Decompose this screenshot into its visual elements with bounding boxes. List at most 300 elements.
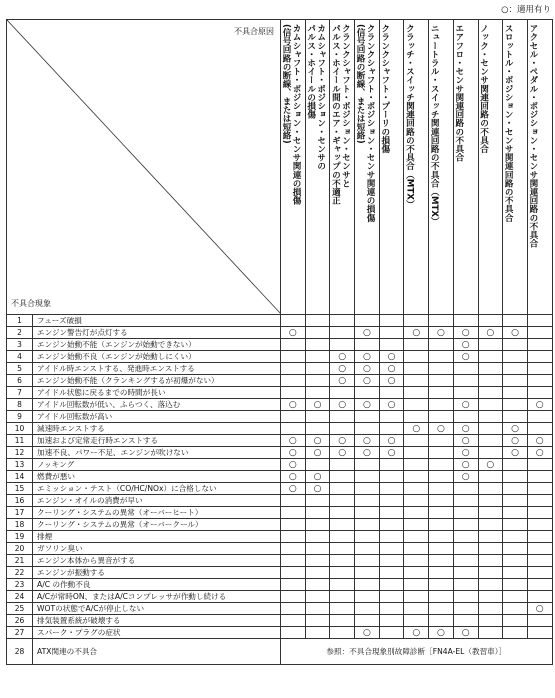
applicability-mark [527, 567, 552, 579]
applicability-mark [478, 399, 503, 411]
applicability-mark [503, 579, 528, 591]
applicability-mark [404, 351, 429, 363]
applicability-mark: ○ [281, 483, 306, 495]
applicability-mark [503, 615, 528, 627]
applicability-mark [478, 555, 503, 567]
applicability-mark [404, 375, 429, 387]
applicability-mark: ○ [379, 351, 404, 363]
table-row [7, 519, 553, 531]
applicability-mark: ○ [305, 399, 330, 411]
applicability-mark: ○ [379, 435, 404, 447]
table-row [7, 591, 553, 603]
applicability-mark [453, 375, 478, 387]
table-row [7, 363, 553, 375]
applicability-mark [429, 315, 454, 327]
applicability-mark: ○ [355, 351, 380, 363]
applicability-mark [330, 495, 355, 507]
applicability-mark [404, 531, 429, 543]
applicability-mark [379, 519, 404, 531]
applicability-mark: ○ [355, 363, 380, 375]
cause-column-header [429, 20, 454, 315]
applicability-mark: ○ [355, 447, 380, 459]
applicability-mark [453, 591, 478, 603]
applicability-mark: ○ [305, 435, 330, 447]
row-number: 8 [7, 399, 33, 411]
cause-column-label: クランクシャフト・ポジション・センサ関連の損傷 (信号回路の断線、または短絡) [355, 24, 376, 222]
row-number: 6 [7, 375, 33, 387]
applicability-mark [305, 351, 330, 363]
applicability-mark [379, 603, 404, 615]
applicability-mark [453, 519, 478, 531]
applicability-mark: ○ [305, 447, 330, 459]
applicability-mark: ○ [355, 627, 380, 639]
applicability-mark: ○ [478, 327, 503, 339]
applicability-mark [379, 555, 404, 567]
applicability-mark [281, 567, 306, 579]
applicability-mark [330, 483, 355, 495]
applicability-mark: ○ [503, 447, 528, 459]
applicability-mark [527, 615, 552, 627]
applicability-mark [429, 339, 454, 351]
applicability-mark [478, 519, 503, 531]
cause-column-label: クランクシャフト・プーリの損傷 [379, 24, 390, 153]
applicability-mark: ○ [453, 471, 478, 483]
applicability-mark [281, 615, 306, 627]
applicability-mark [355, 615, 380, 627]
applicability-mark [404, 591, 429, 603]
row-number: 10 [7, 423, 33, 435]
applicability-mark [503, 399, 528, 411]
applicability-mark [527, 423, 552, 435]
cause-axis-label: 不具合原因 [234, 27, 274, 36]
applicability-mark [429, 579, 454, 591]
applicability-mark [281, 543, 306, 555]
applicability-mark [453, 543, 478, 555]
applicability-mark [355, 519, 380, 531]
applicability-mark [429, 363, 454, 375]
row-symptom: 加速および定常走行時エンストする [33, 435, 281, 447]
applicability-mark: ○ [379, 363, 404, 375]
applicability-mark [503, 519, 528, 531]
applicability-mark [379, 507, 404, 519]
applicability-mark: ○ [404, 327, 429, 339]
applicability-mark [453, 531, 478, 543]
applicability-mark [305, 411, 330, 423]
applicability-mark [379, 327, 404, 339]
cause-column-label: アクセル・ペダル・ポジション・センサ関連回路の不具合 [527, 24, 538, 248]
applicability-mark: ○ [355, 399, 380, 411]
applicability-mark [379, 543, 404, 555]
applicability-mark [379, 471, 404, 483]
applicability-mark [527, 495, 552, 507]
applicability-mark: ○ [404, 627, 429, 639]
applicability-mark [305, 555, 330, 567]
applicability-mark [355, 567, 380, 579]
applicability-mark [478, 603, 503, 615]
applicability-mark [478, 315, 503, 327]
row-symptom: 加速不良、パワー不足、エンジンが吹けない [33, 447, 281, 459]
applicability-mark [503, 339, 528, 351]
table-row [7, 327, 553, 339]
applicability-mark: ○ [281, 459, 306, 471]
table-row [7, 555, 553, 567]
applicability-mark [527, 459, 552, 471]
applicability-mark [330, 531, 355, 543]
applicability-mark [429, 411, 454, 423]
applicability-mark [305, 591, 330, 603]
applicability-mark [379, 459, 404, 471]
table-row [7, 399, 553, 411]
row-number: 22 [7, 567, 33, 579]
applicability-mark: ○ [453, 447, 478, 459]
row-number: 4 [7, 351, 33, 363]
applicability-mark [404, 435, 429, 447]
applicability-mark [503, 471, 528, 483]
applicability-mark [478, 447, 503, 459]
applicability-mark [330, 591, 355, 603]
applicability-mark [478, 567, 503, 579]
applicability-mark [429, 507, 454, 519]
applicability-mark [503, 507, 528, 519]
applicability-mark [355, 423, 380, 435]
applicability-mark: ○ [503, 327, 528, 339]
applicability-mark [503, 627, 528, 639]
reference-note: 参照：不具合現象別故障診断［FN4A-EL（教習車）］ [281, 639, 553, 665]
applicability-mark [429, 555, 454, 567]
applicability-mark [330, 555, 355, 567]
applicability-mark [429, 387, 454, 399]
applicability-mark [281, 591, 306, 603]
row-symptom: エンジン始動不能（クランキングするが初爆がない） [33, 375, 281, 387]
applicability-mark [527, 555, 552, 567]
applicability-mark [281, 603, 306, 615]
applicability-mark [355, 603, 380, 615]
applicability-mark [281, 363, 306, 375]
applicability-mark [355, 543, 380, 555]
applicability-mark [429, 591, 454, 603]
applicability-mark [503, 411, 528, 423]
cause-column-header [404, 20, 429, 315]
applicability-mark [281, 627, 306, 639]
row-number: 24 [7, 591, 33, 603]
cause-column-header [527, 20, 552, 315]
applicability-mark [305, 579, 330, 591]
table-row [7, 339, 553, 351]
applicability-mark: ○ [453, 339, 478, 351]
applicability-mark [379, 315, 404, 327]
applicability-mark [478, 339, 503, 351]
applicability-mark [503, 567, 528, 579]
row-symptom: 減速時エンストする [33, 423, 281, 435]
applicability-mark [355, 579, 380, 591]
applicability-mark [429, 615, 454, 627]
row-symptom: A/C の作動不良 [33, 579, 281, 591]
applicability-mark: ○ [453, 327, 478, 339]
applicability-mark [478, 615, 503, 627]
applicability-mark [330, 315, 355, 327]
applicability-mark [453, 555, 478, 567]
applicability-mark [355, 339, 380, 351]
row-number: 21 [7, 555, 33, 567]
table-row [7, 351, 553, 363]
applicability-mark [453, 507, 478, 519]
applicability-mark [527, 363, 552, 375]
applicability-mark [305, 387, 330, 399]
applicability-mark [355, 411, 380, 423]
row-symptom: フューズ破損 [33, 315, 281, 327]
applicability-mark [379, 339, 404, 351]
applicability-mark: ○ [355, 435, 380, 447]
applicability-mark [305, 459, 330, 471]
applicability-mark [453, 567, 478, 579]
applicability-mark [404, 495, 429, 507]
cause-column-label: スロットル・ポジション・センサ関連回路の不具合 [503, 24, 514, 222]
applicability-mark [379, 387, 404, 399]
applicability-mark: ○ [429, 423, 454, 435]
applicability-mark: ○ [330, 351, 355, 363]
diagnosis-matrix-table [6, 19, 553, 665]
row-symptom: 燃費が悪い [33, 471, 281, 483]
applicability-mark: ○ [429, 327, 454, 339]
table-row [7, 411, 553, 423]
applicability-mark [429, 483, 454, 495]
applicability-mark [404, 339, 429, 351]
applicability-mark [527, 627, 552, 639]
applicability-mark [429, 495, 454, 507]
row-number: 13 [7, 459, 33, 471]
applicability-mark [478, 591, 503, 603]
table-row-atx [7, 639, 553, 665]
row-symptom: アイドル回転数が高い [33, 411, 281, 423]
applicability-mark [330, 327, 355, 339]
applicability-mark [305, 327, 330, 339]
applicability-mark: ○ [379, 375, 404, 387]
applicability-mark [330, 615, 355, 627]
applicability-mark [404, 411, 429, 423]
applicability-mark [453, 603, 478, 615]
cause-column-label: カムシャフト・ポジション・センサ関連の損傷 (信号回路の断線、または短絡) [281, 24, 301, 205]
applicability-mark [527, 507, 552, 519]
applicability-mark [281, 555, 306, 567]
row-number: 3 [7, 339, 33, 351]
applicability-mark [379, 591, 404, 603]
row-number: 27 [7, 627, 33, 639]
applicability-mark: ○ [453, 459, 478, 471]
applicability-mark [355, 591, 380, 603]
applicability-mark: ○ [281, 447, 306, 459]
applicability-mark [404, 315, 429, 327]
applicability-mark [478, 579, 503, 591]
row-number: 9 [7, 411, 33, 423]
row-symptom: クーリング・システムの異常（オーバークール） [33, 519, 281, 531]
applicability-mark [404, 471, 429, 483]
applicability-mark: ○ [330, 447, 355, 459]
applicability-mark [478, 435, 503, 447]
applicability-mark [281, 495, 306, 507]
applicability-mark [503, 603, 528, 615]
applicability-mark [404, 399, 429, 411]
row-number: 12 [7, 447, 33, 459]
applicability-mark [503, 591, 528, 603]
applicability-mark [404, 363, 429, 375]
applicability-mark [478, 507, 503, 519]
applicability-mark [453, 387, 478, 399]
row-symptom: 排煙 [33, 531, 281, 543]
cause-column-header [453, 20, 478, 315]
applicability-mark [453, 315, 478, 327]
applicability-mark [355, 483, 380, 495]
applicability-mark [330, 423, 355, 435]
applicability-mark [281, 375, 306, 387]
applicability-mark [330, 603, 355, 615]
applicability-mark [527, 519, 552, 531]
table-row [7, 495, 553, 507]
applicability-mark [404, 447, 429, 459]
applicability-mark [429, 447, 454, 459]
row-number: 17 [7, 507, 33, 519]
table-row [7, 483, 553, 495]
row-symptom: ATX関連の不具合 [33, 639, 281, 665]
applicability-mark [305, 615, 330, 627]
applicability-mark [330, 579, 355, 591]
applicability-mark: ○ [355, 327, 380, 339]
applicability-mark [281, 315, 306, 327]
applicability-mark: ○ [527, 603, 552, 615]
applicability-mark: ○ [379, 447, 404, 459]
table-row [7, 627, 553, 639]
row-symptom: アイドル状態に戻るまでの時間が長い [33, 387, 281, 399]
applicability-mark [404, 579, 429, 591]
cause-column-header [355, 20, 380, 315]
applicability-mark [330, 627, 355, 639]
cause-column-label: エアフロ・センサ関連回路の不具合 [453, 24, 464, 162]
applicability-mark [281, 579, 306, 591]
applicability-mark [330, 459, 355, 471]
applicability-mark [478, 375, 503, 387]
applicability-mark [379, 411, 404, 423]
applicability-mark [503, 459, 528, 471]
applicability-mark [429, 351, 454, 363]
applicability-mark [305, 375, 330, 387]
applicability-mark [379, 615, 404, 627]
applicability-mark [305, 519, 330, 531]
row-number: 19 [7, 531, 33, 543]
applicability-mark [379, 531, 404, 543]
applicability-mark [330, 471, 355, 483]
applicability-mark: ○ [281, 327, 306, 339]
applicability-mark [527, 339, 552, 351]
applicability-mark: ○ [429, 627, 454, 639]
row-number: 16 [7, 495, 33, 507]
applicability-mark [404, 543, 429, 555]
applicability-mark [404, 555, 429, 567]
row-number: 18 [7, 519, 33, 531]
cause-column-label: クラッチ・スイッチ関連回路の不具合（MTX） [404, 24, 415, 209]
row-symptom: エミッション・テスト（CO/HC/NOx）に合格しない [33, 483, 281, 495]
applicability-mark [281, 519, 306, 531]
row-symptom: 排気装置系統が破壊する [33, 615, 281, 627]
applicability-mark [404, 387, 429, 399]
applicability-mark [503, 543, 528, 555]
applicability-mark [330, 387, 355, 399]
row-number: 20 [7, 543, 33, 555]
table-row [7, 615, 553, 627]
applicability-mark [453, 615, 478, 627]
cause-column-label: ニュートラル・スイッチ関連回路の不具合（MTX） [429, 24, 440, 226]
table-row [7, 375, 553, 387]
applicability-mark [503, 483, 528, 495]
table-row [7, 423, 553, 435]
applicability-mark [429, 399, 454, 411]
applicability-mark [503, 351, 528, 363]
applicability-mark [429, 471, 454, 483]
applicability-mark [429, 603, 454, 615]
applicability-mark: ○ [281, 399, 306, 411]
row-symptom: エンジン警告灯が点灯する [33, 327, 281, 339]
applicability-mark [527, 411, 552, 423]
applicability-mark [330, 519, 355, 531]
applicability-mark [527, 471, 552, 483]
cause-column-label: カムシャフト・ポジション・センサの パルス・ホイールの損傷 [305, 24, 326, 171]
applicability-mark [355, 459, 380, 471]
applicability-mark [478, 495, 503, 507]
applicability-mark [355, 387, 380, 399]
legend-note: ○：適用有り [501, 5, 551, 15]
applicability-mark: ○ [453, 627, 478, 639]
header-row [7, 20, 553, 315]
applicability-mark [281, 387, 306, 399]
row-symptom: エンジン・オイルの消費が早い [33, 495, 281, 507]
row-number: 26 [7, 615, 33, 627]
table-row [7, 603, 553, 615]
applicability-mark [503, 315, 528, 327]
applicability-mark: ○ [305, 483, 330, 495]
applicability-mark [503, 495, 528, 507]
table-row [7, 435, 553, 447]
applicability-mark [503, 531, 528, 543]
applicability-mark [281, 411, 306, 423]
table-row [7, 459, 553, 471]
applicability-mark [281, 531, 306, 543]
row-symptom: エンジン始動不良（エンジンが始動しにくい） [33, 351, 281, 363]
applicability-mark [355, 471, 380, 483]
table-row [7, 507, 553, 519]
row-number: 11 [7, 435, 33, 447]
applicability-mark [527, 327, 552, 339]
applicability-mark: ○ [453, 399, 478, 411]
cause-column-header [503, 20, 528, 315]
table-row [7, 543, 553, 555]
applicability-mark [527, 531, 552, 543]
table-row [7, 579, 553, 591]
cause-column-header [478, 20, 503, 315]
applicability-mark [453, 579, 478, 591]
applicability-mark [379, 579, 404, 591]
applicability-mark [478, 627, 503, 639]
applicability-mark: ○ [527, 447, 552, 459]
applicability-mark [305, 531, 330, 543]
table-row [7, 567, 553, 579]
applicability-mark [355, 531, 380, 543]
row-number: 14 [7, 471, 33, 483]
applicability-mark [305, 567, 330, 579]
cause-column-header [281, 20, 306, 315]
cause-column-header [305, 20, 330, 315]
applicability-mark [379, 627, 404, 639]
table-row [7, 315, 553, 327]
row-symptom: ノッキング [33, 459, 281, 471]
applicability-mark [305, 543, 330, 555]
